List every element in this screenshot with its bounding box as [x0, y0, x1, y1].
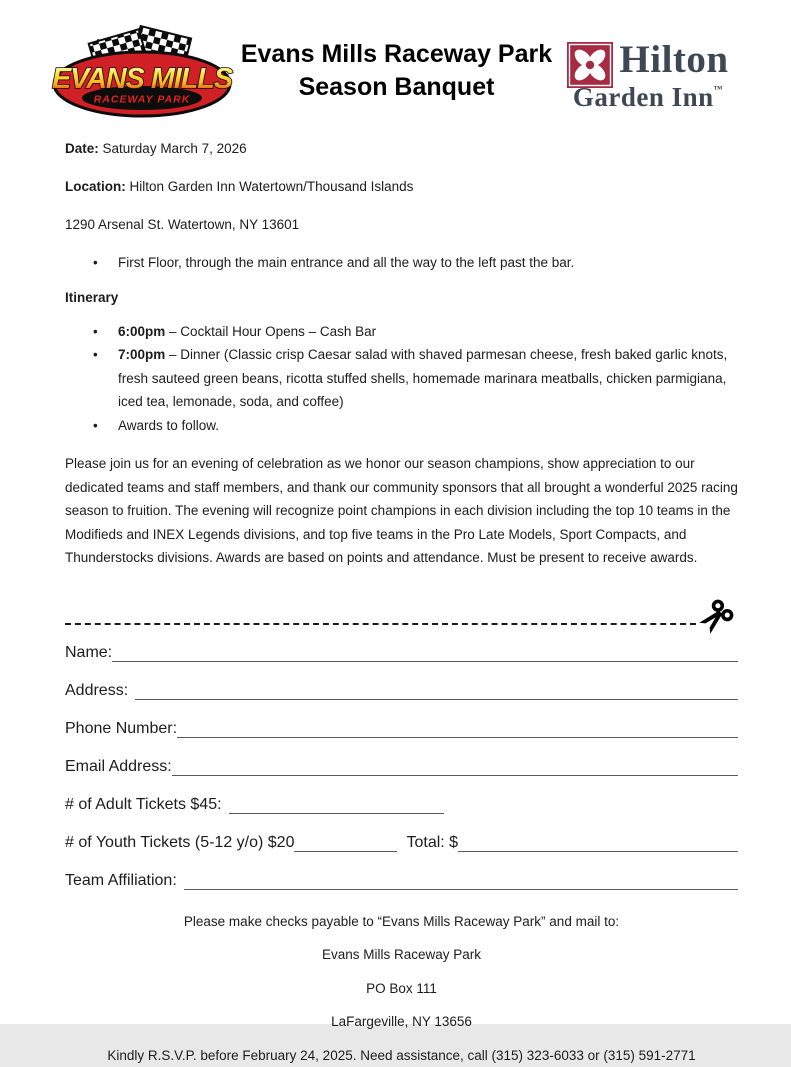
name-field-blank — [112, 647, 738, 662]
direction-list — [65, 251, 738, 275]
adult-tickets-label: # of Adult Tickets $45: — [65, 795, 222, 813]
date-value: Saturday March 7, 2026 — [102, 141, 247, 156]
email-label: Email Address: — [65, 757, 172, 775]
name-row — [65, 644, 738, 662]
youth-tickets-field-blank — [294, 837, 397, 852]
itinerary-heading: Itinerary — [65, 289, 119, 305]
location-line — [65, 175, 738, 198]
name-label: Name: — [65, 643, 113, 661]
team-affiliation-label: Team Affiliation: — [65, 871, 177, 889]
total-label: Total: $ — [406, 833, 459, 851]
page-title-line2: Season Banquet — [298, 73, 495, 101]
raceway-logo-subname: RACEWAY PARK — [93, 93, 191, 106]
email-row — [65, 758, 738, 776]
adult-tickets-field-blank — [229, 799, 444, 814]
raceway-logo-graphic — [49, 26, 235, 118]
rsvp-line: Kindly R.S.V.P. before February 24, 2025. Need assistance, call (315) 323-6033 or (315) 591-2771 — [107, 1047, 696, 1063]
location-value: Hilton Garden Inn Watertown/Thousand Islands — [129, 179, 414, 194]
phone-row — [65, 720, 738, 738]
street-address-line: 1290 Arsenal St. Watertown, NY 13601 — [65, 217, 300, 232]
address-label: Address: — [65, 681, 129, 699]
itinerary-item-dinner: • 7:00pm – Dinner (Classic crisp Caesar salad with shaved parmesan cheese, fresh baked garlic knots, fresh sauteed green beans, ricotta stuffed shells, homemade marinara meatballs, chicken parmigiana, iced tea, lemonade, soda, and coffee) — [93, 343, 738, 414]
cut-here-line — [65, 592, 738, 634]
garden-inn-wordmark: Garden Inn™ — [572, 82, 724, 112]
scissors-icon — [698, 596, 734, 638]
date-label: Date: — [65, 141, 99, 156]
total-field-blank — [458, 837, 738, 852]
footer — [65, 910, 738, 1067]
youth-tickets-label: # of Youth Tickets (5-12 y/o) $20 — [65, 833, 295, 851]
itinerary-item-awards: • Awards to follow. — [93, 414, 738, 438]
adult-tickets-row — [65, 796, 738, 814]
phone-field-blank — [177, 723, 738, 738]
team-affiliation-field-blank — [184, 875, 738, 890]
raceway-logo-name: EVANS MILLS — [52, 63, 234, 95]
header — [52, 26, 738, 123]
event-description: Please join us for an evening of celebration as we honor our season champions, show appreciation to our dedicated teams and staff members, and thank our community sponsors that all brought a wonderful 2025 racing season to fruition. The evening will recognize point champions in each division including the top 10 teams in the Modifieds and INEX Legends divisions, and top five teams in the Pro Late Models, Sport Compacts, and Thunderstocks divisions. Awards are based on points and attendance. Must be present to receive awards. — [65, 456, 738, 565]
hilton-wordmark: Hilton — [619, 38, 729, 81]
location-label: Location: — [65, 179, 126, 194]
mail-to-city: LaFargeville, NY 13656 — [331, 1014, 472, 1029]
checks-payable-line: Please make checks payable to “Evans Mills Raceway Park” and mail to: — [183, 913, 620, 929]
itinerary-list — [65, 320, 738, 438]
dashed-cut-line — [65, 623, 696, 625]
mail-to-po-box: PO Box 111 — [366, 980, 437, 996]
itinerary-item-cocktail: • 6:00pm – Cocktail Hour Opens – Cash Bar — [93, 320, 738, 344]
youth-tickets-row — [65, 834, 738, 852]
rsvp-form — [65, 644, 738, 890]
hilton-garden-inn-logo — [558, 26, 738, 110]
address-row — [65, 682, 738, 700]
direction-note: • First Floor, through the main entrance and all the way to the left past the bar. — [93, 251, 738, 275]
trademark-symbol: ™ — [713, 84, 724, 94]
page-title-line1: Evans Mills Raceway Park — [240, 40, 553, 68]
event-details — [65, 137, 738, 570]
date-line — [65, 137, 738, 160]
email-field-blank — [172, 761, 738, 776]
address-field-blank — [135, 685, 738, 700]
team-affiliation-row — [65, 872, 738, 890]
evans-mills-raceway-logo — [49, 26, 235, 123]
page-title — [235, 26, 558, 104]
mail-to-name: Evans Mills Raceway Park — [321, 947, 482, 962]
phone-label: Phone Number: — [65, 719, 178, 737]
